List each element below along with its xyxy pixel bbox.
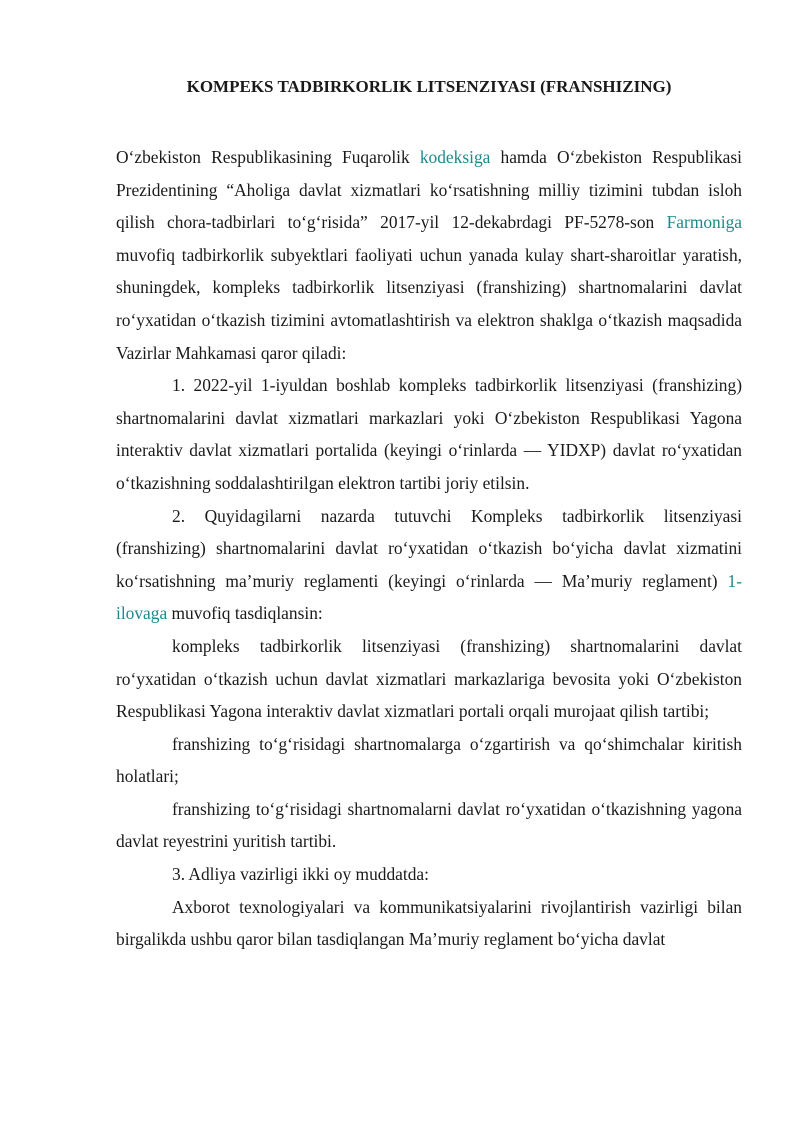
item-3-paragraph: 3. Adliya vazirligi ikki oy muddatda: (172, 864, 429, 885)
document-page (116, 76, 742, 956)
item-2-text-1: 2. Quyidagilarni nazarda tutuvchi Kompleks tadbirkorlik litsenziyasi (franshizing) shartnomalarini davlat ro‘yxatidan o‘tkazish bo‘yicha davlat xizmatini ko‘rsatishning ma’muriy reglamenti (keyingi o‘rinlarda — Ma’muriy reglament) (116, 505, 742, 591)
preamble-text-2: hamda O‘zbekiston Respublikasi Prezidentining “Aholiga davlat xizmatlari ko‘rsatishning milliy tizimini tubdan isloh qilish chora-tadbirlari to‘g‘risida” 2017-yil 12-dekabrdagi PF-5278-son (116, 147, 743, 233)
document-title: KOMPEKS TADBIRKORLIK LITSENZIYASI (FRANSHIZING) (186, 77, 672, 96)
preamble-paragraph (116, 141, 742, 369)
decree-link[interactable]: Farmoniga (666, 212, 742, 233)
subitem-registry-procedure: franshizing to‘g‘risidagi shartnomalarni davlat ro‘yxatidan o‘tkazishning yagona davlat reyestrini yuritish tartibi. (116, 798, 742, 852)
item-2-paragraph (116, 500, 742, 630)
subitem-amendment-cases: franshizing to‘g‘risidagi shartnomalarga o‘zgartirish va qo‘shimchalar kiritish holatlari; (116, 733, 742, 787)
appendix-1-link[interactable]: 1-ilovaga (116, 570, 742, 624)
item-1-paragraph: 1. 2022-yil 1-iyuldan boshlab kompleks tadbirkorlik litsenziyasi (franshizing) shartnomalarini davlat xizmatlari markazlari yoki O‘zbekiston Respublikasi Yagona interaktiv davlat xizmatlari portalida (keyingi o‘rinlarda — YIDXP) davlat ro‘yxatidan o‘tkazishning soddalashtirilgan elektron tartibi joriy etilsin. (116, 375, 742, 493)
civil-code-link[interactable]: kodeksiga (419, 147, 491, 167)
preamble-text-3: muvofiq tadbirkorlik subyektlari faoliyati uchun yanada kulay shart-sharoitlar yaratish, shuningdek, kompleks tadbirkorlik litsenziyasi (franshizing) shartnomalarini davlat ro‘yxatidan o‘tkazish tizimini avtomatlashtirish va elektron shaklga o‘tkazish maqsadida Vazirlar Mahkamasi qaror qiladi: (116, 244, 742, 363)
subitem-application-procedure: kompleks tadbirkorlik litsenziyasi (franshizing) shartnomalarini davlat ro‘yxatidan o‘tkazish uchun davlat xizmatlari markazlariga bevosita yoki O‘zbekiston Respublikasi Yagona interaktiv davlat xizmatlari portali orqali murojaat qilish tartibi; (116, 635, 742, 722)
item-2-text-2: muvofiq tasdiqlansin: (167, 603, 323, 624)
preamble-text-1: O‘zbekiston Respublikasining Fuqarolik (116, 147, 420, 167)
subitem-it-ministry: Axborot texnologiyalari va kommunikatsiyalarini rivojlantirish vazirligi bilan birgalikda ushbu qaror bilan tasdiqlangan Ma’muriy reglament bo‘yicha davlat (116, 896, 742, 950)
